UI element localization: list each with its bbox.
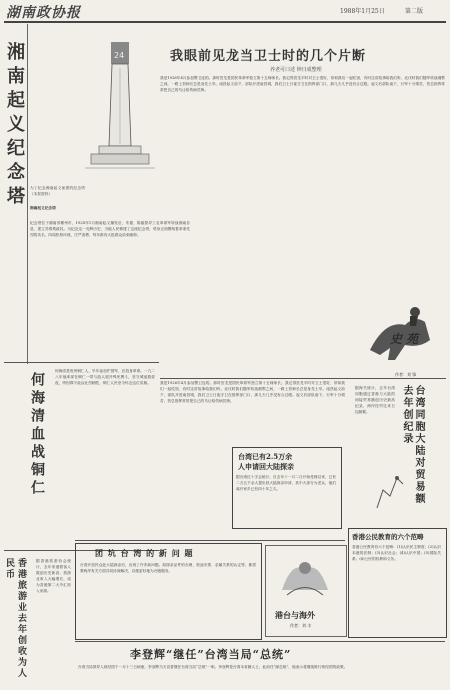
mid-left-body: 何海清是贵州铜仁人，早年参加护国军，后投身革命。一九二八年他率部在铜仁一带与敌人展开殊死搏斗，坚守城池数昼夜，终因寡不敌众壮烈牺牲，铜仁人民至今怀念这位英雄。 xyxy=(55,369,155,386)
masthead-rule xyxy=(4,21,446,23)
taiwan-news-body: 据台湾红十字会统计，自去年十一月二日开始受理以来，已有二万五千余人提出回大陆探亲申请，其中大部分为老兵，他们离开家乡已有四十年之久。 xyxy=(236,475,336,492)
hk-headline: 香港公民教育的六个范畴 xyxy=(352,533,424,541)
top-article-title: 我眼前见龙当卫士时的几个片断 xyxy=(170,49,367,64)
bottom-headline-rule xyxy=(75,641,445,642)
masthead-date: 1988年1月25日 xyxy=(340,8,385,15)
taiwan-trade-headline: 台湾同胞大陆对贸易额去年创纪录 xyxy=(401,385,424,505)
top-article-body: 我是1926年4月参加警卫连的。那时贺龙是国民革命军独立第十五师师长。我记得贺龙平时对卫士很好，常和我们一起吃饭，有时还讲故事给我们听。北伐时我们随军转战湘鄂之间，一路上贺师长总是身先士卒。南昌起义前夕，部队开进南昌城，我们卫士日夜守卫在指挥部门口，那几天几乎没有合过眼。起义后部队南下，行军十分艰苦，贺总指挥常常把自己的马让给伤病员骑。 xyxy=(160,76,445,93)
top-article-byline: 养老可口述 钟日成整理 xyxy=(270,67,322,73)
left-mid-rule xyxy=(4,362,159,363)
left-headline: 湘南起义纪念塔 xyxy=(4,42,25,210)
art-caption-title: 史 苑 xyxy=(390,332,419,346)
brief-headline: 团 坑 台 湾 的 新 问 题 xyxy=(95,548,194,558)
bottom-headline-body: 台湾当局领导人蒋经国于一月十三日病逝，李登辉当天宣誓继任台湾当局“总统”一职。李登辉是台湾本省籍人士，此前任“副总统”，他表示将继续推行蒋经国的政策。 xyxy=(78,665,348,669)
left-divider xyxy=(27,24,28,364)
mid-left-headline: 何海清血战铜仁 xyxy=(29,372,45,498)
top-article-rule xyxy=(160,378,446,379)
left-body: 纪念塔位于湖南省郴州市，1928年1月湘南起义爆发后，朱德、陈毅领导工农革命军转战湘南各县，建立苏维埃政权。为纪念这一光辉历史，当地人民修建了这座纪念塔，塔身正面镌刻着革命先烈的英名，四周松柏环绕，庄严肃穆，每年都有大批群众前来瞻仰。 xyxy=(30,221,190,238)
masthead-logo: 湖南政协报 xyxy=(6,5,81,21)
masthead-page: 第二版 xyxy=(405,8,424,15)
hk-body: 香港公民教育有六个范畴：(1)认识民主制度；(2)认识本港的法制；(3)认识社会；(4)认识中国；(5)国际关系；(6)公民的权利和义务。 xyxy=(352,545,441,562)
bottom-headline-title: 李登辉“继任”台湾当局“总统” xyxy=(130,648,292,661)
taiwan-news-headline-1: 台湾已有2.5万余 xyxy=(238,452,293,461)
brief-body: 台湾开放民众赴大陆探亲后，出现了许多新问题。如探亲证件的办理、旅途安排、亲属关系的认定等，都需要两岸有关方面共同协商解决，以便更好地为台胞服务。 xyxy=(80,563,256,574)
stamp-title: 港台与海外 xyxy=(275,610,315,620)
left-photo-caption: 为了纪念湘南起义而建的纪念塔（本报资料） xyxy=(30,186,85,197)
brief-rule xyxy=(75,540,345,541)
art-caption-artist: 作者：刘 锋 xyxy=(395,372,417,377)
svg-text:24: 24 xyxy=(114,51,125,60)
stamp-author: 作者：刘 丰 xyxy=(290,623,312,628)
bottom-left-body: 据香港旅游协会统计，去年来港旅客人数创历史新高，旅游业收入大幅增长，成为香港第二大外汇收入来源。 xyxy=(36,559,71,594)
taiwan-trade-body: 据海关统计，去年台湾同胞通过香港与大陆的间接贸易额创历史最高纪录，两岸经贸往来日趋频繁。 xyxy=(355,386,395,415)
left-subcaption: 湘南起义纪念塔 xyxy=(30,206,56,210)
monument-photo xyxy=(85,28,155,198)
taiwan-news-headline-2: 人申请回大陆探亲 xyxy=(238,462,294,471)
bottom-left-headline: 香港旅游业去年创收为人民币 xyxy=(4,558,26,679)
middle-article-body: 我是1926年4月参加警卫连的。那时贺龙是国民革命军独立第十五师师长。我记得贺龙平时对卫士很好，常和我们一起吃饭，有时还讲故事给我们听。北伐时我们随军转战湘鄂之间，一路上贺师长总是身先士卒。南昌起义前夕，部队开进南昌城，我们卫士日夜守卫在指挥部门口，那几天几乎没有合过眼。起义后部队南下，行军十分艰苦，贺总指挥常常把自己的马让给伤病员骑。 xyxy=(160,381,345,404)
taiwan-trade-chart xyxy=(375,470,405,510)
stamp-illustration xyxy=(272,550,338,605)
